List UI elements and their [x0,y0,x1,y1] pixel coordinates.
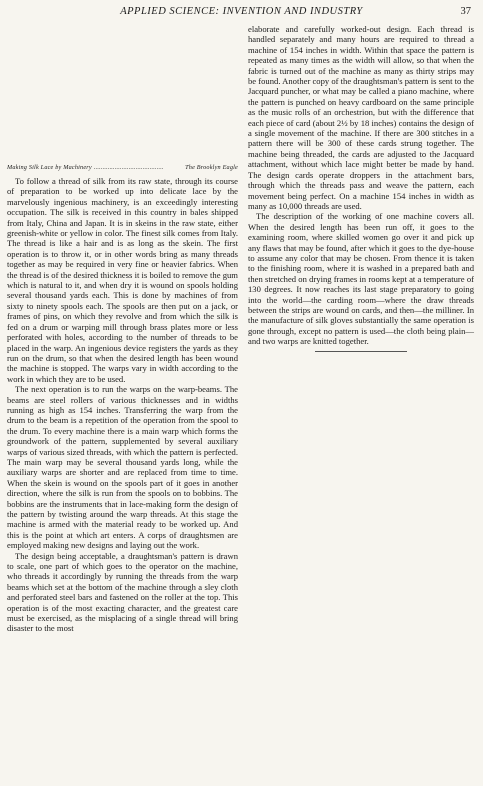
paragraph: elaborate and carefully worked-out design. Each thread is handled separately and many hours are required to thread a machine of 154 inches in width. Within that space the pattern is repeated as many times as the width will allow, so that when the fabric is turned out of the machine as many as thirty strips may be found. Another copy of the draughtsman's pattern is sent to the Jacquard puncher, or what may be called a piano machine, where the pattern is punched on heavy cardboard on the same principle as the music rolls of an orchestrion, but with the difference that each piece of card (about 2½ by 18 inches) contains the design of a single movement of the machine. If there are 300 stitches in a pattern there will be 300 of these cards strung together. The machine being threaded, the cards are adjusted to the Jacquard attachment, without which lace might better be made by hand. The design cards operate droppers in the attachment bars, through which the threads pass and weave the pattern, each movement being perfect. On a machine 154 inches in width as many as 10,000 threads are used. [248,24,474,211]
left-column [7,176,238,634]
page-number: 37 [460,6,471,17]
paragraph: To follow a thread of silk from its raw state, through its course of preparation to be worked up into delicate lace by the marvelously ingenious machinery, is an exceedingly interesting occupation. The silk is received in this country in bales shipped from Italy, China and Japan. It is in skeins in the raw state, either greenish-white or yellow in color. The finest silk comes from Italy. The thread is like a hair and is as long as the skein. The first operation is to throw it, or in other words bring as many threads together as may be required in very fine or heavier fabrics. When the thread is of the desired thickness it is boiled to remove the gum which is natural to it, and when dry it is wound on spools holding several thousand yards each. This is done by machines of from sixty to ninety spools each. The spools are then put on a jack, or frames of pins, on which they revolve and from which the silk is fed on a drum or warping mill through brass plates more or less perforated with holes, according to the number of threads to be placed in the warp. An ingenious device registers the yards as they run on the drum, so that when the desired length has been wound the machine is stopped. The warps vary in width according to the work in which they are to be used. [7,176,238,384]
page-header [0,6,483,20]
caption-leader: ........................................ [93,164,164,171]
article-caption [7,164,238,171]
caption-source: The Brooklyn Eagle [185,164,238,171]
caption-title: Making Silk Lace by Machinery [7,164,92,171]
paragraph: The description of the working of one machine covers all. When the desired length has been run off, it goes to the examining room, where skilled women go over it and pick up any flaws that may be found, after which it goes to the dye-house to assume any color that may be chosen. From thence it is taken to the finishing room, where it is washed in a prepared bath and then stretched on drying frames in rooms kept at a temperature of 130 degrees. It now reaches its last stage preparatory to going into the world—the carding room—where the draw threads between the strips are wound on cards, and then—the milliner. In the manufacture of silk gloves substantially the same operation is gone through, except no pattern is used—the cloth being plain—and two warps are knitted together. [248,211,474,347]
end-rule [315,351,407,352]
right-column [248,24,474,352]
running-title: APPLIED SCIENCE: INVENTION AND INDUSTRY [120,6,363,17]
paragraph: The design being acceptable, a draughtsman's pattern is drawn to scale, one part of which goes to the operator on the machine, who threads it accordingly by running the threads from the warp beams which set at the bottom of the machine through a sley cloth and perforated steel bars and fastened on the roller at the top. This operation is of the most exacting character, and the greatest care must be exercised, as the misplacing of a single thread will bring disaster to the most [7,550,238,634]
paragraph: The next operation is to run the warps on the warp-beams. The beams are steel rollers of various thicknesses and in widths running as high as 154 inches. Transferring the warp from the drum to the beam is a repetition of the operation from the spool to the drum. To every machine there is a main warp which forms the groundwork of the pattern, supplemented by several auxiliary warps of various sized threads, with which the pattern is perfected. The main warp may be several thousand yards long, while the auxiliary warps are shorter and are replaced from time to time. When the skein is wound on the spools part of it goes in another direction, where the silk is run from the spools on to bobbins. The bobbins are the instruments that in lace-making form the design of the pattern by twisting around the warp threads. At this stage the machine is armed with the material ready to be worked up. And this is the point at which art enters. A corps of draughtsmen are employed making new designs and laying out the work. [7,384,238,551]
